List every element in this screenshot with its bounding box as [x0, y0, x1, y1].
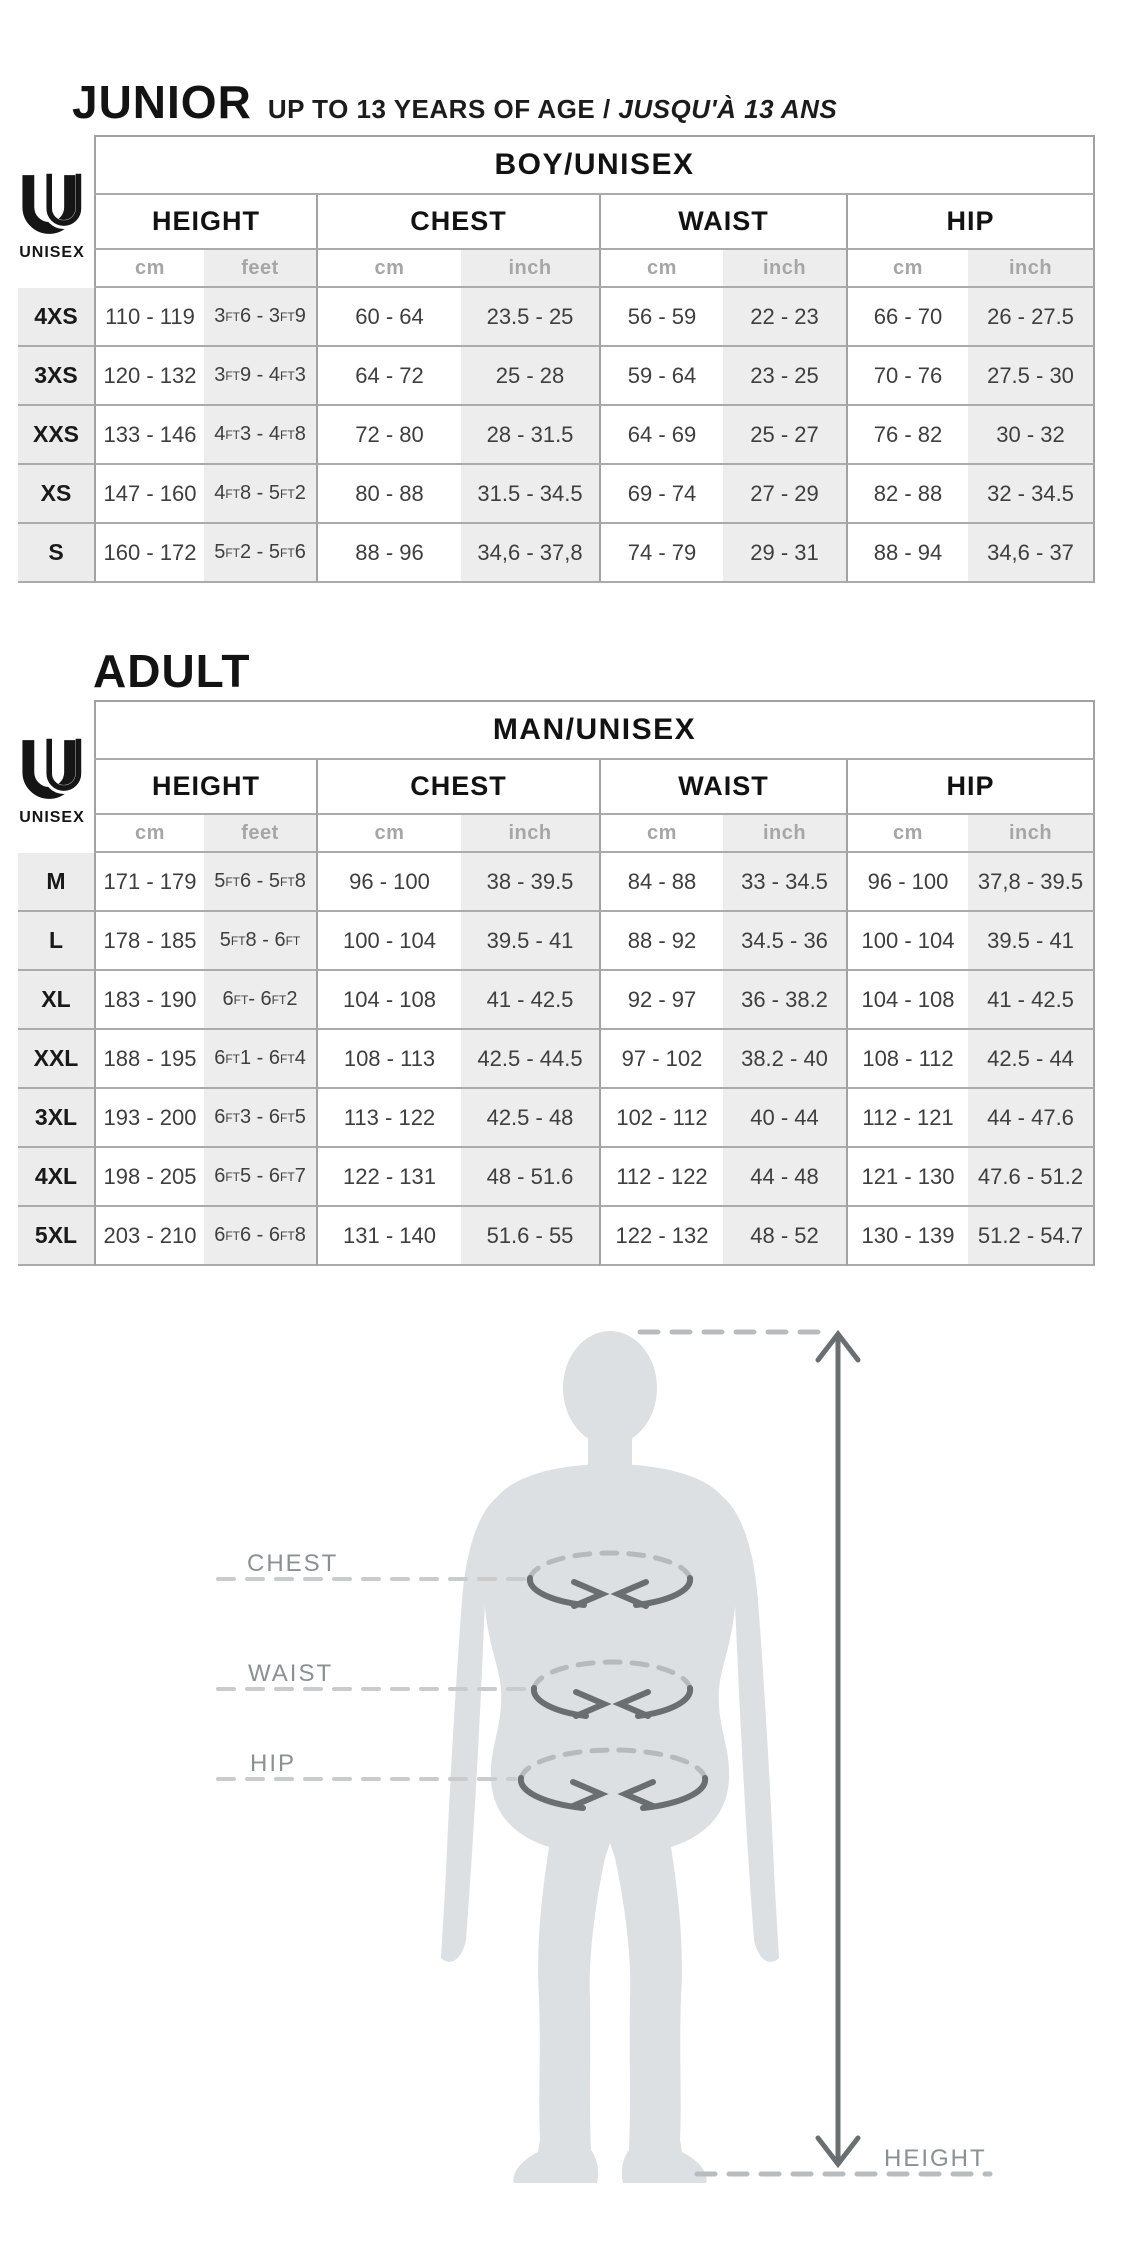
size-value-waist-inch: 25 - 27: [723, 406, 846, 465]
hip-label: HIP: [250, 1750, 297, 1777]
unit-label: cm: [599, 815, 723, 853]
size-label: 3XS: [18, 347, 94, 406]
size-value-hip-inch: 47.6 - 51.2: [968, 1148, 1095, 1207]
size-value-hip-inch: 51.2 - 54.7: [968, 1207, 1095, 1266]
size-value-waist-inch: 40 - 44: [723, 1089, 846, 1148]
size-value-hip-inch: 27.5 - 30: [968, 347, 1095, 406]
size-value-waist-cm: 64 - 69: [599, 406, 723, 465]
size-label: S: [18, 524, 94, 583]
unit-label: cm: [316, 815, 461, 853]
size-value-waist-inch: 33 - 34.5: [723, 853, 846, 912]
unit-label: inch: [723, 815, 846, 853]
size-value-waist-inch: 38.2 - 40: [723, 1030, 846, 1089]
size-value-chest-inch: 39.5 - 41: [461, 912, 599, 971]
unit-label: feet: [204, 250, 316, 288]
size-value-height-cm: 183 - 190: [94, 971, 204, 1030]
size-value-waist-cm: 88 - 92: [599, 912, 723, 971]
size-value-height-feet: 4 FT 3 - 4 FT 8: [204, 406, 316, 465]
size-value-waist-inch: 23 - 25: [723, 347, 846, 406]
size-value-waist-cm: 92 - 97: [599, 971, 723, 1030]
size-value-waist-inch: 36 - 38.2: [723, 971, 846, 1030]
junior-subtitle: [268, 94, 837, 125]
unit-label: inch: [968, 250, 1095, 288]
size-value-hip-cm: 108 - 112: [846, 1030, 968, 1089]
size-value-waist-cm: 97 - 102: [599, 1030, 723, 1089]
size-value-chest-cm: 64 - 72: [316, 347, 461, 406]
unit-label: inch: [968, 815, 1095, 853]
size-value-hip-cm: 100 - 104: [846, 912, 968, 971]
size-value-height-feet: 6 FT 6 - 6 FT 8: [204, 1207, 316, 1266]
size-value-height-feet: 3 FT 9 - 4 FT 3: [204, 347, 316, 406]
height-label: HEIGHT: [884, 2145, 987, 2172]
size-value-height-cm: 178 - 185: [94, 912, 204, 971]
unit-label: inch: [461, 815, 599, 853]
size-value-height-feet: 4 FT 8 - 5 FT 2: [204, 465, 316, 524]
size-value-hip-inch: 26 - 27.5: [968, 288, 1095, 347]
adult-col-height: HEIGHT: [94, 760, 316, 815]
size-value-hip-inch: 44 - 47.6: [968, 1089, 1095, 1148]
size-value-hip-inch: 41 - 42.5: [968, 971, 1095, 1030]
size-value-waist-cm: 59 - 64: [599, 347, 723, 406]
body-silhouette: [441, 1331, 779, 2183]
size-value-hip-cm: 104 - 108: [846, 971, 968, 1030]
size-value-chest-inch: 51.6 - 55: [461, 1207, 599, 1266]
size-label: 3XL: [18, 1089, 94, 1148]
size-label: 5XL: [18, 1207, 94, 1266]
unisex-logo: [10, 700, 94, 853]
size-value-waist-cm: 112 - 122: [599, 1148, 723, 1207]
size-value-hip-cm: 121 - 130: [846, 1148, 968, 1207]
unit-label: cm: [94, 815, 204, 853]
size-label: M: [18, 853, 94, 912]
size-value-hip-inch: 32 - 34.5: [968, 465, 1095, 524]
size-value-chest-inch: 23.5 - 25: [461, 288, 599, 347]
size-value-hip-cm: 76 - 82: [846, 406, 968, 465]
unit-label: cm: [846, 815, 968, 853]
unisex-logo-icon: [20, 736, 84, 804]
size-value-chest-inch: 31.5 - 34.5: [461, 465, 599, 524]
junior-subtitle-en: UP TO 13 YEARS OF AGE /: [267, 94, 619, 125]
size-value-waist-cm: 84 - 88: [599, 853, 723, 912]
size-value-hip-cm: 88 - 94: [846, 524, 968, 583]
size-value-waist-cm: 56 - 59: [599, 288, 723, 347]
size-value-chest-cm: 104 - 108: [316, 971, 461, 1030]
junior-title-text: JUNIOR: [72, 76, 252, 129]
size-label: XL: [18, 971, 94, 1030]
size-label: 4XL: [18, 1148, 94, 1207]
size-value-chest-inch: 28 - 31.5: [461, 406, 599, 465]
size-value-hip-cm: 96 - 100: [846, 853, 968, 912]
size-value-height-feet: 5 FT 8 - 6 FT: [204, 912, 316, 971]
adult-col-chest: CHEST: [316, 760, 599, 815]
unit-label: cm: [316, 250, 461, 288]
size-value-height-cm: 203 - 210: [94, 1207, 204, 1266]
adult-group-header: MAN/UNISEX: [94, 700, 1095, 760]
size-value-chest-inch: 42.5 - 44.5: [461, 1030, 599, 1089]
size-value-height-feet: 6 FT 3 - 6 FT 5: [204, 1089, 316, 1148]
adult-title-text: ADULT: [93, 645, 251, 698]
size-value-hip-cm: 130 - 139: [846, 1207, 968, 1266]
size-value-waist-inch: 22 - 23: [723, 288, 846, 347]
junior-col-hip: HIP: [846, 195, 1095, 250]
junior-col-waist: WAIST: [599, 195, 846, 250]
size-value-chest-cm: 60 - 64: [316, 288, 461, 347]
size-value-hip-inch: 42.5 - 44: [968, 1030, 1095, 1089]
size-value-waist-cm: 74 - 79: [599, 524, 723, 583]
size-value-chest-inch: 25 - 28: [461, 347, 599, 406]
unit-label: cm: [846, 250, 968, 288]
size-value-height-cm: 171 - 179: [94, 853, 204, 912]
unisex-logo: [10, 135, 94, 288]
size-value-height-cm: 110 - 119: [94, 288, 204, 347]
size-value-height-cm: 198 - 205: [94, 1148, 204, 1207]
size-value-chest-cm: 131 - 140: [316, 1207, 461, 1266]
size-value-hip-inch: 34,6 - 37: [968, 524, 1095, 583]
size-value-chest-cm: 122 - 131: [316, 1148, 461, 1207]
size-value-waist-inch: 44 - 48: [723, 1148, 846, 1207]
junior-subtitle-fr: JUSQU'À 13 ANS: [618, 94, 838, 125]
size-value-height-feet: 3 FT 6 - 3 FT 9: [204, 288, 316, 347]
size-label: XXS: [18, 406, 94, 465]
unisex-logo-label: UNISEX: [19, 244, 85, 261]
size-value-chest-cm: 96 - 100: [316, 853, 461, 912]
unisex-logo-label: UNISEX: [19, 809, 85, 826]
unit-label: cm: [94, 250, 204, 288]
size-value-chest-cm: 80 - 88: [316, 465, 461, 524]
unit-label: inch: [723, 250, 846, 288]
adult-title: [93, 645, 251, 698]
size-value-height-cm: 147 - 160: [94, 465, 204, 524]
size-value-height-feet: 5 FT 6 - 5 FT 8: [204, 853, 316, 912]
size-value-chest-cm: 88 - 96: [316, 524, 461, 583]
size-value-waist-cm: 69 - 74: [599, 465, 723, 524]
junior-size-table: [10, 135, 1095, 583]
size-value-waist-inch: 27 - 29: [723, 465, 846, 524]
size-value-chest-inch: 42.5 - 48: [461, 1089, 599, 1148]
size-value-height-cm: 160 - 172: [94, 524, 204, 583]
size-value-hip-cm: 66 - 70: [846, 288, 968, 347]
size-value-waist-inch: 29 - 31: [723, 524, 846, 583]
size-label: XS: [18, 465, 94, 524]
size-value-chest-inch: 41 - 42.5: [461, 971, 599, 1030]
waist-label: WAIST: [248, 1660, 334, 1687]
unit-label: feet: [204, 815, 316, 853]
unit-label: inch: [461, 250, 599, 288]
size-value-hip-inch: 39.5 - 41: [968, 912, 1095, 971]
size-value-chest-cm: 108 - 113: [316, 1030, 461, 1089]
size-value-height-feet: 5 FT 2 - 5 FT 6: [204, 524, 316, 583]
size-label: 4XS: [18, 288, 94, 347]
size-value-height-cm: 188 - 195: [94, 1030, 204, 1089]
size-value-chest-inch: 48 - 51.6: [461, 1148, 599, 1207]
size-value-height-cm: 120 - 132: [94, 347, 204, 406]
size-label: XXL: [18, 1030, 94, 1089]
adult-size-table: [10, 700, 1095, 1266]
junior-title: [72, 76, 838, 129]
size-value-height-feet: 6 FT 5 - 6 FT 7: [204, 1148, 316, 1207]
unisex-logo-icon: [20, 171, 84, 239]
size-value-hip-inch: 37,8 - 39.5: [968, 853, 1095, 912]
size-value-height-feet: 6 FT 1 - 6 FT 4: [204, 1030, 316, 1089]
size-value-waist-cm: 122 - 132: [599, 1207, 723, 1266]
size-value-hip-cm: 70 - 76: [846, 347, 968, 406]
size-value-chest-cm: 72 - 80: [316, 406, 461, 465]
measurement-figure: [0, 1300, 1147, 2258]
size-label: L: [18, 912, 94, 971]
size-value-waist-inch: 34.5 - 36: [723, 912, 846, 971]
size-value-chest-cm: 100 - 104: [316, 912, 461, 971]
adult-col-waist: WAIST: [599, 760, 846, 815]
size-value-chest-cm: 113 - 122: [316, 1089, 461, 1148]
size-value-chest-inch: 38 - 39.5: [461, 853, 599, 912]
junior-col-height: HEIGHT: [94, 195, 316, 250]
chest-label: CHEST: [247, 1550, 339, 1577]
junior-col-chest: CHEST: [316, 195, 599, 250]
size-value-hip-inch: 30 - 32: [968, 406, 1095, 465]
size-value-height-cm: 193 - 200: [94, 1089, 204, 1148]
junior-group-header: BOY/UNISEX: [94, 135, 1095, 195]
size-value-waist-inch: 48 - 52: [723, 1207, 846, 1266]
size-value-chest-inch: 34,6 - 37,8: [461, 524, 599, 583]
size-value-hip-cm: 112 - 121: [846, 1089, 968, 1148]
unit-label: cm: [599, 250, 723, 288]
adult-col-hip: HIP: [846, 760, 1095, 815]
size-value-waist-cm: 102 - 112: [599, 1089, 723, 1148]
size-value-height-feet: 6 FT - 6 FT 2: [204, 971, 316, 1030]
size-value-hip-cm: 82 - 88: [846, 465, 968, 524]
size-value-height-cm: 133 - 146: [94, 406, 204, 465]
